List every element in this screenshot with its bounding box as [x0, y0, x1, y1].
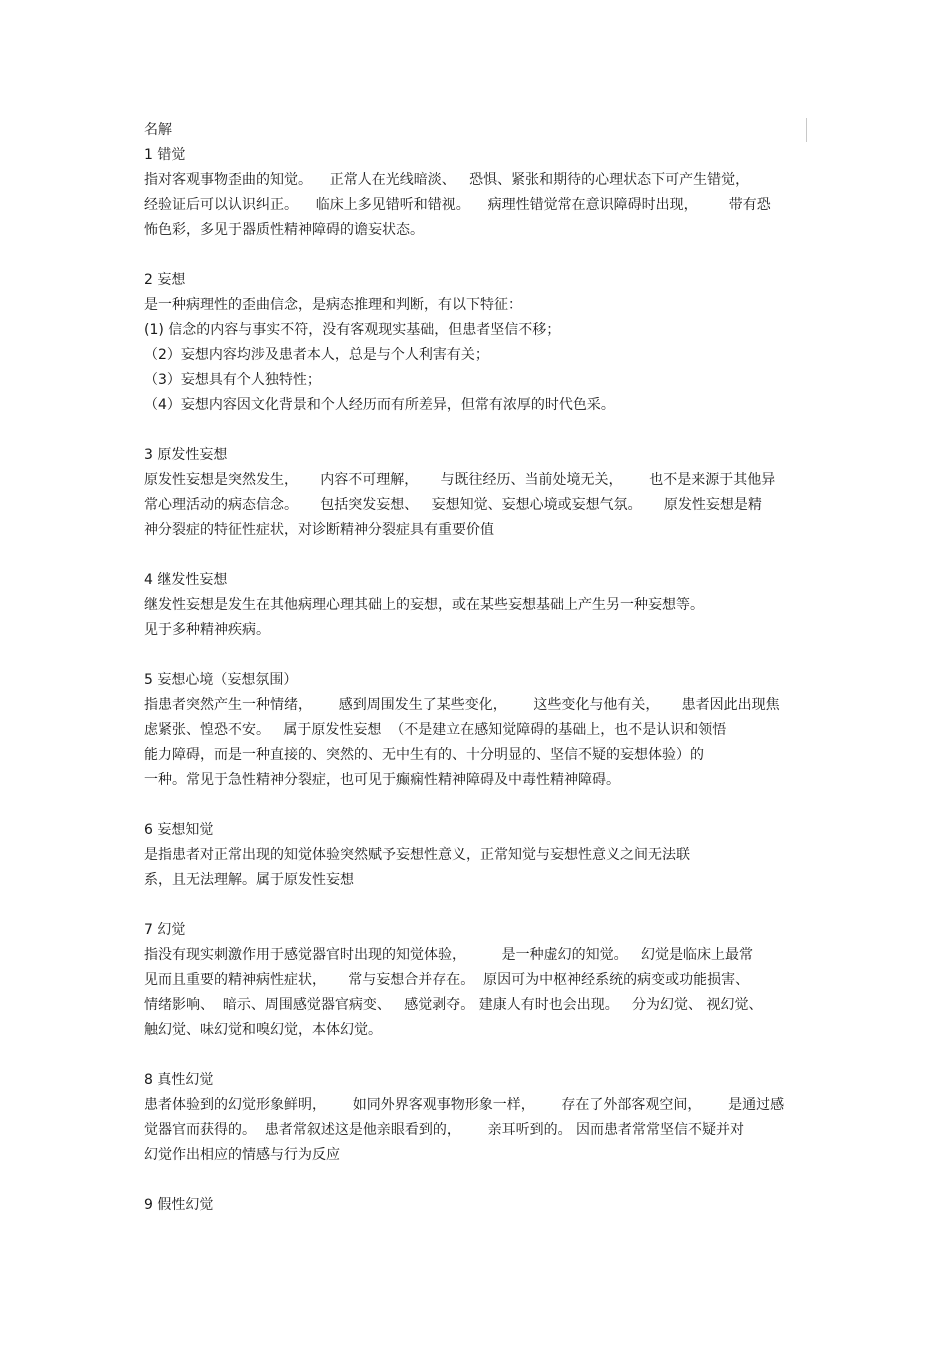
- section-heading: 3 原发性妄想: [144, 447, 228, 463]
- section-text-line: （2）妄想内容均涉及患者本人，总是与个人利害有关；: [144, 347, 489, 363]
- section-gap: [144, 543, 809, 568]
- definition-section: [144, 268, 809, 418]
- document-body: [144, 118, 809, 1218]
- section-text-line: 继发性妄想是发生在其他病理心理其础上的妄想，或在某些妄想基础上产生另一种妄想等。: [144, 597, 704, 613]
- section-heading: 7 幻觉: [144, 922, 186, 938]
- section-gap: [144, 1043, 809, 1068]
- section-text-line: 觉器官而获得的。 患者常叙述这是他亲眼看到的， 亲耳听到的。 因而患者常常坚信不疑并对: [144, 1122, 745, 1138]
- section-heading: 2 妄想: [144, 272, 186, 288]
- section-text-line: 一种。常见于急性精神分裂症，也可见于癫痫性精神障碍及中毒性精神障碍。: [144, 772, 620, 788]
- section-text-line: 怖色彩，多见于器质性精神障碍的谵妄状态。: [144, 222, 424, 238]
- section-text-line: 触幻觉、味幻觉和嗅幻觉，本体幻觉。: [144, 1022, 382, 1038]
- section-text-line: 神分裂症的特征性症状，对诊断精神分裂症具有重要价值: [144, 522, 494, 538]
- definition-section: [144, 1068, 809, 1168]
- section-gap: [144, 793, 809, 818]
- section-text-line: 原发性妄想是突然发生， 内容不可理解， 与既往经历、当前处境无关， 也不是来源于其他异: [144, 472, 776, 488]
- section-text-line: (1) 信念的内容与事实不符，没有客观现实基础，但患者坚信不移；: [144, 322, 561, 338]
- section-gap: [144, 418, 809, 443]
- section-gap: [144, 243, 809, 268]
- section-heading: 8 真性幻觉: [144, 1072, 214, 1088]
- section-text-line: 指没有现实刺激作用于感觉器官时出现的知觉体验， 是一种虚幻的知觉。 幻觉是临床上最常: [144, 947, 753, 963]
- definition-section: [144, 1193, 809, 1218]
- section-text-line: 是一种病理性的歪曲信念，是病态推理和判断，有以下特征：: [144, 297, 522, 313]
- section-text-line: 能力障碍，而是一种直接的、突然的、无中生有的、十分明显的、坚信不疑的妄想体验）的: [144, 747, 704, 763]
- section-heading: 5 妄想心境（妄想氛围）: [144, 672, 298, 688]
- section-gap: [144, 643, 809, 668]
- section-text-line: 系，且无法理解。属于原发性妄想: [144, 872, 354, 888]
- section-text-line: （3）妄想具有个人独特性；: [144, 372, 321, 388]
- definition-section: [144, 918, 809, 1043]
- section-text-line: 指对客观事物歪曲的知觉。 正常人在光线暗淡、 恐惧、紧张和期待的心理状态下可产生错觉，: [144, 172, 750, 188]
- definition-section: [144, 568, 809, 643]
- section-heading: 4 继发性妄想: [144, 572, 228, 588]
- section-text-line: 常心理活动的病态信念。 包括突发妄想、 妄想知觉、妄想心境或妄想气氛。 原发性妄想是精: [144, 497, 762, 513]
- section-text-line: 情绪影响、 暗示、周围感觉器官病变、 感觉剥夺。 建康人有时也会出现。 分为幻觉、 视幻觉、: [144, 997, 763, 1013]
- section-heading: 9 假性幻觉: [144, 1197, 214, 1213]
- section-text-line: （4）妄想内容因文化背景和个人经历而有所差异，但常有浓厚的时代色采。: [144, 397, 615, 413]
- section-gap: [144, 893, 809, 918]
- definition-section: [144, 443, 809, 543]
- section-gap: [144, 1168, 809, 1193]
- definition-section: [144, 668, 809, 793]
- section-heading: 1 错觉: [144, 147, 186, 163]
- section-heading: 6 妄想知觉: [144, 822, 214, 838]
- section-text-line: 幻觉作出相应的情感与行为反应: [144, 1147, 340, 1163]
- section-text-line: 是指患者对正常出现的知觉体验突然赋予妄想性意义，正常知觉与妄想性意义之间无法联: [144, 847, 690, 863]
- section-text-line: 患者体验到的幻觉形象鲜明， 如同外界客观事物形象一样， 存在了外部客观空间， 是通过感: [144, 1097, 785, 1113]
- definition-section: [144, 143, 809, 243]
- section-text-line: 经验证后可以认识纠正。 临床上多见错听和错视。 病理性错觉常在意识障碍时出现， 带有恐: [144, 197, 771, 213]
- section-text-line: 虑紧张、惶恐不安。 属于原发性妄想 （不是建立在感知觉障碍的基础上，也不是认识和领悟: [144, 722, 727, 738]
- document-title: 名解: [144, 122, 172, 138]
- section-text-line: 指患者突然产生一种情绪， 感到周围发生了某些变化， 这些变化与他有关， 患者因此出现焦: [144, 697, 780, 713]
- section-text-line: 见而且重要的精神病性症状， 常与妄想合并存在。 原因可为中枢神经系统的病变或功能损害、: [144, 972, 750, 988]
- section-text-line: 见于多种精神疾病。: [144, 622, 270, 638]
- definition-section: [144, 818, 809, 893]
